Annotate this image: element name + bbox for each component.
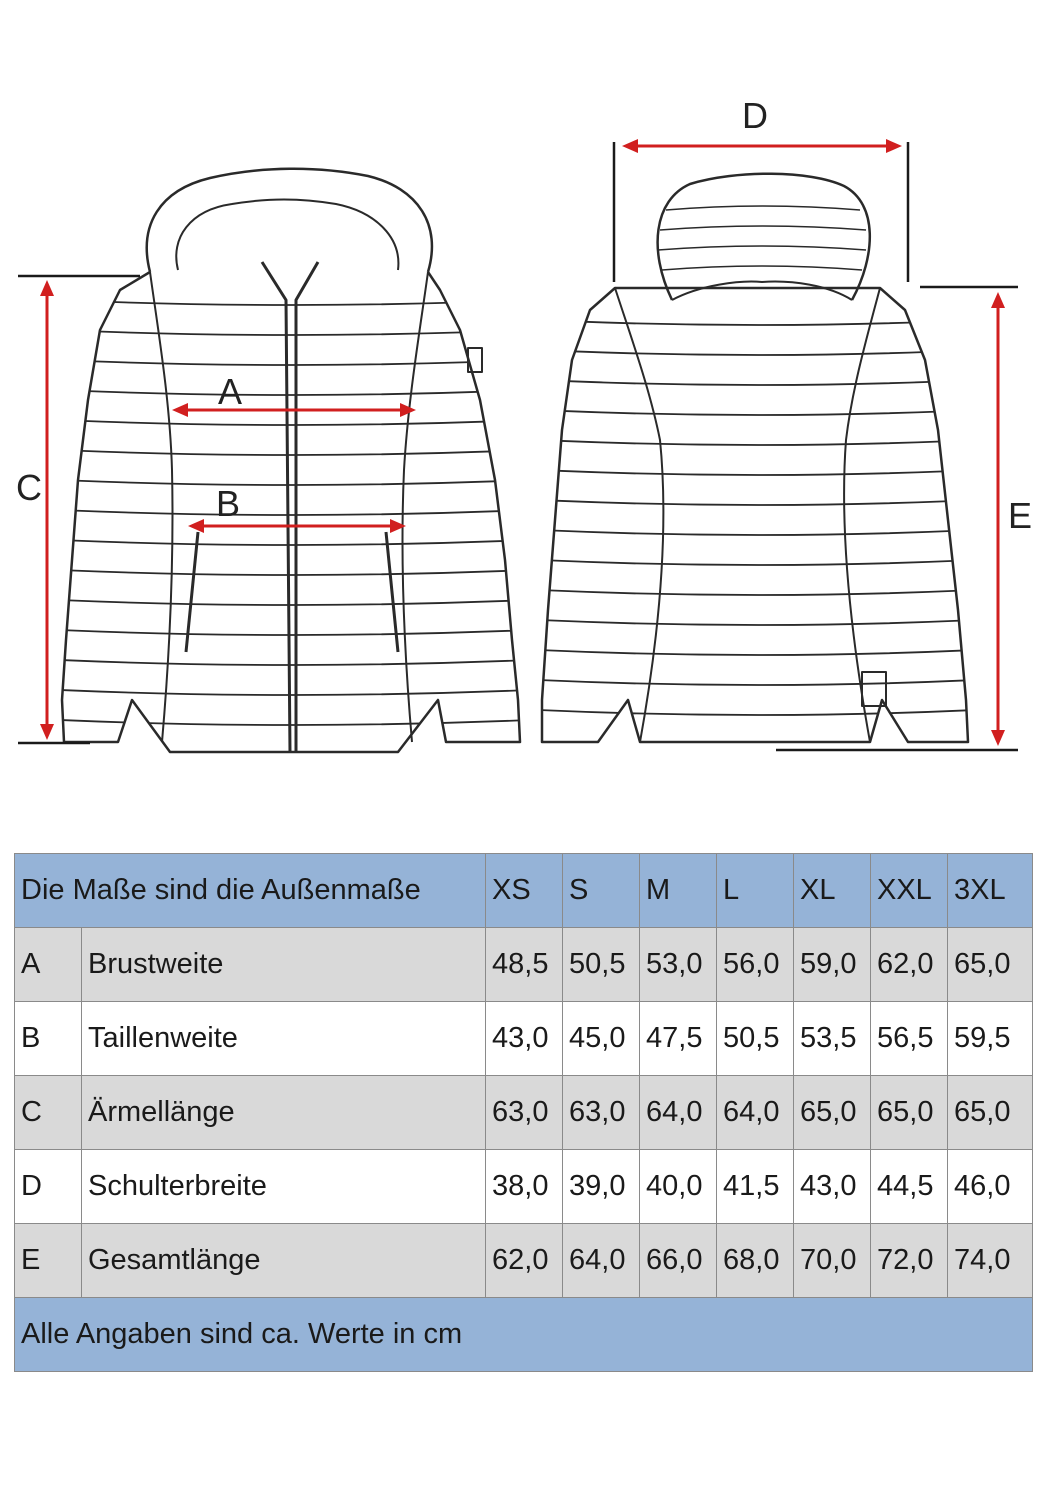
table-cell: 59,5 [948, 1002, 1033, 1076]
footer-note: Alle Angaben sind ca. Werte in cm [15, 1298, 1033, 1372]
table-cell: 47,5 [640, 1002, 717, 1076]
row-key: B [15, 1002, 82, 1076]
table-cell: 59,0 [794, 928, 871, 1002]
size-header: M [640, 854, 717, 928]
table-cell: 74,0 [948, 1224, 1033, 1298]
table-header-row [15, 854, 1033, 928]
table-cell: 63,0 [486, 1076, 563, 1150]
table-cell: 66,0 [640, 1224, 717, 1298]
label-a: A [218, 371, 243, 412]
row-label: Taillenweite [82, 1002, 486, 1076]
row-key: C [15, 1076, 82, 1150]
size-header: XXL [871, 854, 948, 928]
table-cell: 41,5 [717, 1150, 794, 1224]
header-caption: Die Maße sind die Außenmaße [15, 854, 486, 928]
table-cell: 56,0 [717, 928, 794, 1002]
table-cell: 64,0 [717, 1076, 794, 1150]
size-header: S [563, 854, 640, 928]
size-table [14, 853, 1033, 1372]
row-label: Ärmellänge [82, 1076, 486, 1150]
size-header: XL [794, 854, 871, 928]
table-cell: 39,0 [563, 1150, 640, 1224]
size-header: L [717, 854, 794, 928]
size-header: 3XL [948, 854, 1033, 928]
table-cell: 62,0 [486, 1224, 563, 1298]
back-jacket-drawing [540, 174, 975, 742]
table-cell: 65,0 [948, 928, 1033, 1002]
table-cell: 68,0 [717, 1224, 794, 1298]
table-footer-row [15, 1298, 1033, 1372]
label-c: C [16, 467, 42, 508]
table-row [15, 1002, 1033, 1076]
table-cell: 62,0 [871, 928, 948, 1002]
table-cell: 50,5 [717, 1002, 794, 1076]
table-cell: 53,5 [794, 1002, 871, 1076]
label-e: E [1008, 495, 1033, 536]
table-cell: 43,0 [486, 1002, 563, 1076]
table-cell: 38,0 [486, 1150, 563, 1224]
table-cell: 72,0 [871, 1224, 948, 1298]
front-jacket-drawing [60, 169, 530, 752]
row-key: A [15, 928, 82, 1002]
table-cell: 70,0 [794, 1224, 871, 1298]
table-cell: 50,5 [563, 928, 640, 1002]
row-key: D [15, 1150, 82, 1224]
table-cell: 63,0 [563, 1076, 640, 1150]
table-row [15, 1076, 1033, 1150]
table-cell: 56,5 [871, 1002, 948, 1076]
row-label: Gesamtlänge [82, 1224, 486, 1298]
table-row [15, 928, 1033, 1002]
table-cell: 65,0 [871, 1076, 948, 1150]
table-cell: 64,0 [640, 1076, 717, 1150]
table-cell: 45,0 [563, 1002, 640, 1076]
table-cell: 65,0 [794, 1076, 871, 1150]
table-cell: 48,5 [486, 928, 563, 1002]
row-label: Brustweite [82, 928, 486, 1002]
label-b: B [216, 483, 241, 524]
table-cell: 64,0 [563, 1224, 640, 1298]
size-header: XS [486, 854, 563, 928]
table-cell: 65,0 [948, 1076, 1033, 1150]
table-cell: 44,5 [871, 1150, 948, 1224]
table-cell: 46,0 [948, 1150, 1033, 1224]
label-d: D [742, 95, 768, 136]
table-cell: 40,0 [640, 1150, 717, 1224]
row-label: Schulterbreite [82, 1150, 486, 1224]
table-row [15, 1224, 1033, 1298]
table-cell: 43,0 [794, 1150, 871, 1224]
row-key: E [15, 1224, 82, 1298]
table-cell: 53,0 [640, 928, 717, 1002]
table-row [15, 1150, 1033, 1224]
